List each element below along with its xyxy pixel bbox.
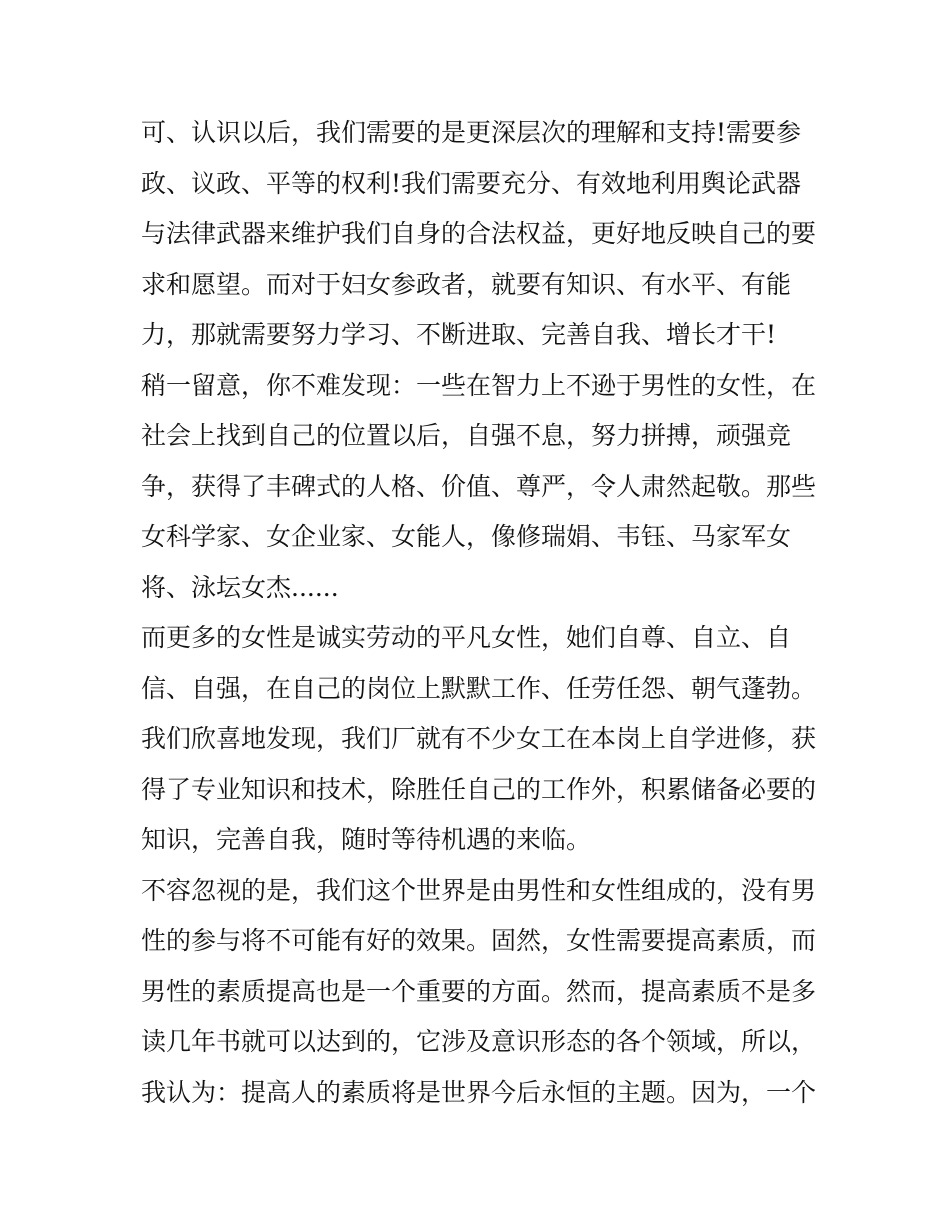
text-line-9: 女科学家、女企业家、女能人，像修瑞娟、韦钰、马家军女 (141, 522, 792, 551)
text-line-2: 政、议政、平等的权利!我们需要充分、有效地利用舆论武器 (141, 168, 802, 198)
text-line-1: 可、认识以后，我们需要的是更深层次的理解和支持!需要参 (141, 118, 802, 147)
text-line-5: 力，那就需要努力学习、不断进取、完善自我、增长才干! (141, 320, 777, 349)
text-line-13: 我们欣喜地发现，我们厂就有不少女工在本岗上自学进修，获 (141, 724, 817, 753)
text-line-8: 争，获得了丰碑式的人格、价值、尊严，令人肃然起敬。那些 (141, 471, 817, 501)
text-line-11: 而更多的女性是诚实劳动的平凡女性，她们自尊、自立、自 (141, 623, 792, 652)
text-line-7: 社会上找到自己的位置以后，自强不息，努力拼搏，顽强竞 (141, 421, 792, 450)
text-line-4: 求和愿望。而对于妇女参政者，就要有知识、有水平、有能 (141, 269, 792, 299)
text-line-6: 稍一留意，你不难发现：一些在智力上不逊于男性的女性，在 (141, 370, 817, 400)
text-line-3: 与法律武器来维护我们自身的合法权益，更好地反映自己的要 (141, 219, 817, 248)
text-line-16: 不容忽视的是，我们这个世界是由男性和女性组成的，没有男 (141, 875, 817, 905)
text-line-15: 知识，完善自我，随时等待机遇的来临。 (141, 825, 592, 854)
text-line-12: 信、自强，在自己的岗位上默默工作、任劳任怨、朝气蓬勃。 (141, 673, 817, 703)
text-line-19: 读几年书就可以达到的，它涉及意识形态的各个领域，所以， (141, 1027, 817, 1056)
text-line-14: 得了专业知识和技术，除胜任自己的工作外，积累储备必要的 (141, 774, 817, 804)
body-text (141, 108, 821, 1118)
text-line-18: 男性的素质提高也是一个重要的方面。然而，提高素质不是多 (141, 976, 817, 1006)
text-line-10: 将、泳坛女杰...... (141, 572, 339, 602)
text-line-20: 我认为：提高人的素质将是世界今后永恒的主题。因为，一个 (141, 1077, 817, 1107)
text-line-17: 性的参与将不可能有好的效果。固然，女性需要提高素质，而 (141, 926, 817, 955)
